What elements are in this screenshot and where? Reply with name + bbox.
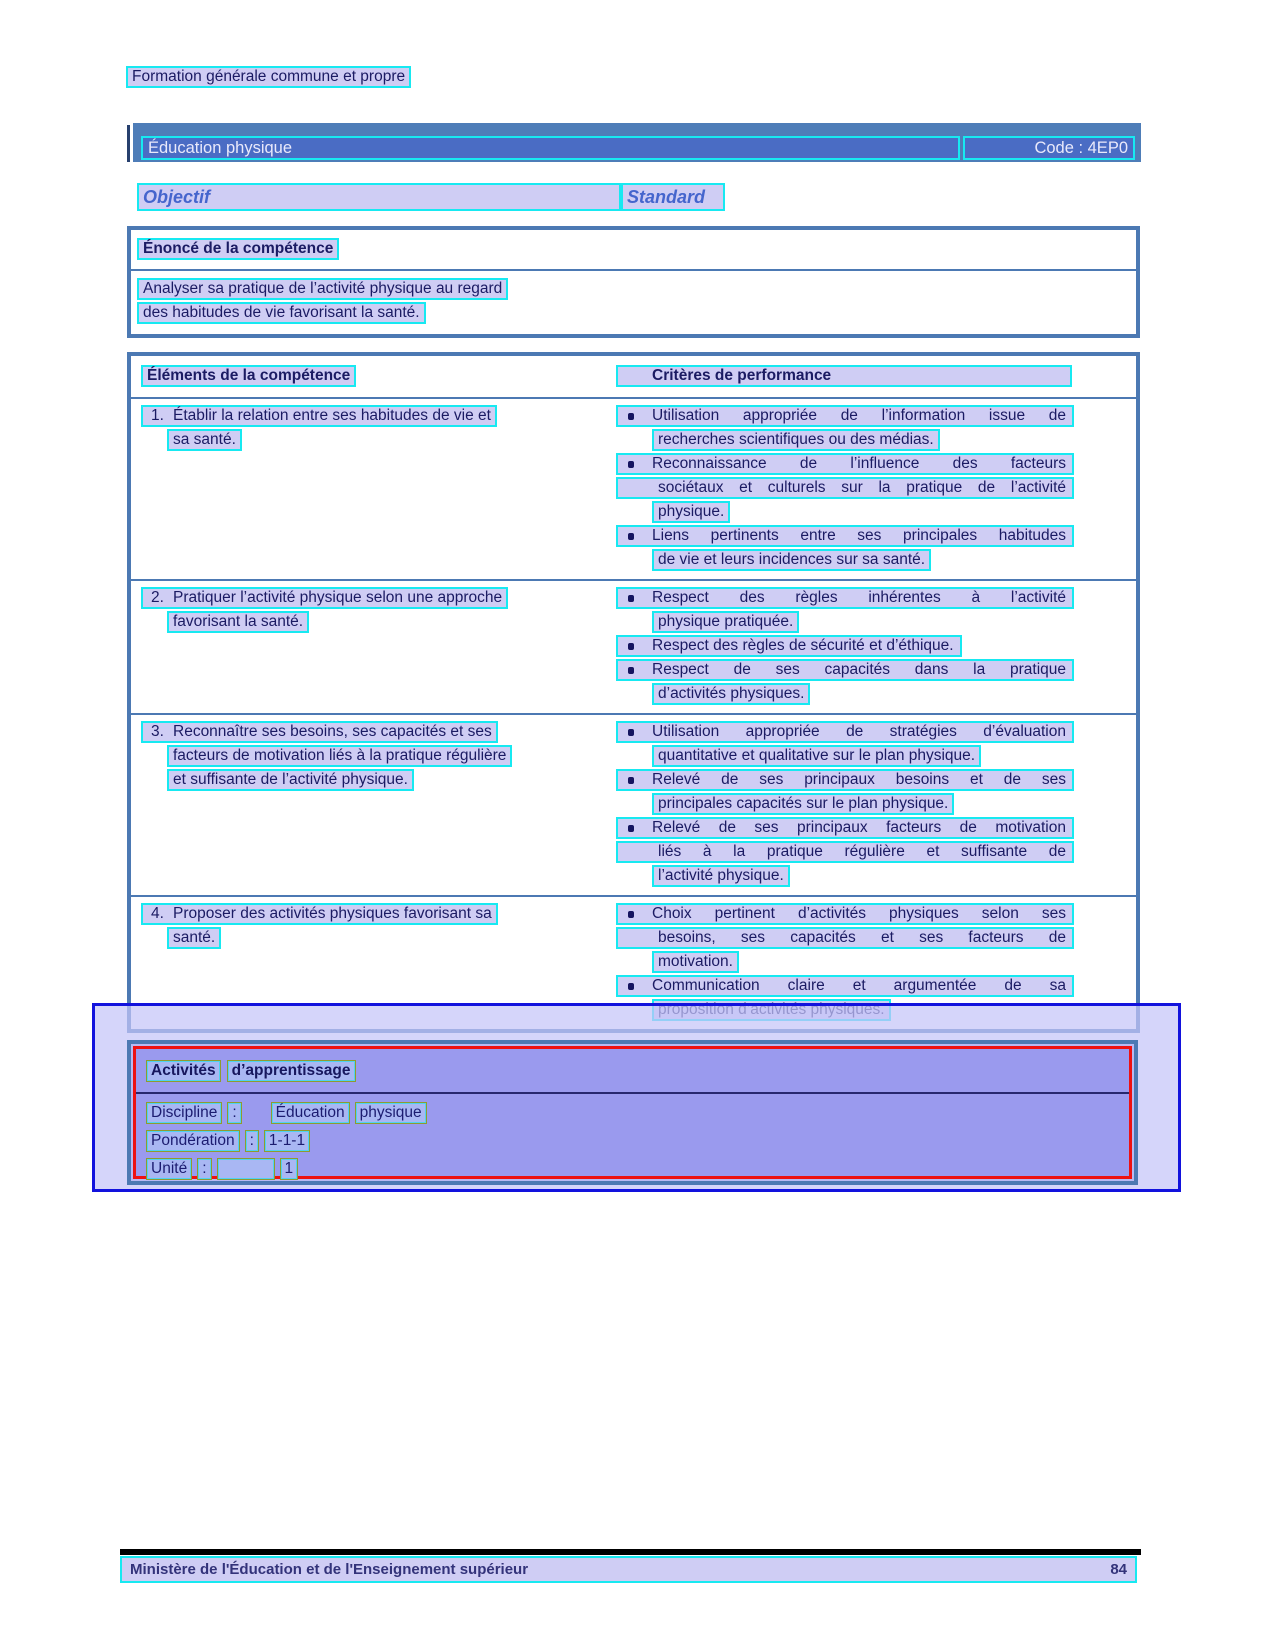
criterion-line: principales capacités sur le plan physique. [652, 793, 954, 815]
element-line: Établir la relation entre ses habitudes de vie et [173, 407, 491, 424]
bullet-icon [622, 905, 652, 923]
colon: : [245, 1130, 259, 1152]
criterion-line: recherches scientifiques ou des médias. [652, 429, 940, 451]
criterion-line: l’activité physique. [652, 865, 790, 887]
document-category-label: Formation générale commune et propre [126, 66, 411, 88]
enonce-line: Analyser sa pratique de l’activité physique au regard [137, 278, 508, 300]
unite-row [146, 1158, 1129, 1180]
enonce-header: Énoncé de la compétence [137, 238, 339, 260]
bullet-icon [622, 527, 652, 545]
element-line: facteurs de motivation liés à la pratique régulière [167, 745, 512, 767]
objectif-heading: Objectif [137, 183, 621, 211]
criterion-line: sociétaux et culturels sur la pratique de l’activité [658, 479, 1066, 496]
bullet-icon [622, 455, 652, 473]
colon: : [197, 1158, 211, 1180]
footer-rule [120, 1549, 1141, 1555]
criteres-col-header: Critères de performance [616, 365, 1072, 387]
criterion-line: de vie et leurs incidences sur sa santé. [652, 549, 931, 571]
discipline-row [146, 1102, 1129, 1124]
bullet-icon [622, 589, 652, 607]
bullet-icon [622, 977, 652, 995]
discipline-value-word: physique [355, 1102, 427, 1124]
table-row [131, 579, 1136, 713]
activities-header-word: Activités [146, 1060, 221, 1082]
criterion-line: Utilisation appropriée de stratégies d’évaluation [652, 723, 1066, 740]
bullet-icon [622, 661, 652, 679]
criterion-line: Reconnaissance de l’influence des facteurs [652, 455, 1066, 472]
course-title: Éducation physique [141, 136, 960, 160]
element-line: Proposer des activités physiques favorisant sa [173, 905, 492, 922]
element-line: Pratiquer l’activité physique selon une approche [173, 589, 503, 606]
table-row [131, 399, 1136, 579]
enonce-line: des habitudes de vie favorisant la santé. [137, 302, 426, 324]
page-number: 84 [1110, 1561, 1127, 1578]
ponderation-label: Pondération [146, 1130, 240, 1152]
bullet-icon [622, 407, 652, 425]
discipline-value-word: Éducation [271, 1102, 350, 1124]
criterion-line: besoins, ses capacités et ses facteurs de [658, 929, 1066, 946]
element-line: favorisant la santé. [167, 611, 309, 633]
bullet-icon [622, 771, 652, 789]
criterion-line: quantitative et qualitative sur le plan physique. [652, 745, 981, 767]
item-number: 2. [151, 589, 164, 606]
criterion-line: physique pratiquée. [652, 611, 799, 633]
criterion-line: Relevé de ses principaux facteurs de motivation [652, 819, 1066, 836]
element-line: sa santé. [167, 429, 242, 451]
activities-header-word: d’apprentissage [227, 1060, 356, 1082]
criterion-line: Respect des règles de sécurité et d’éthique. [652, 637, 954, 654]
bullet-icon [622, 819, 652, 837]
unite-value: 1 [280, 1158, 299, 1180]
criterion-line: Utilisation appropriée de l’information issue de [652, 407, 1066, 424]
discipline-label: Discipline [146, 1102, 222, 1124]
criterion-line: physique. [652, 501, 730, 523]
standard-heading: Standard [621, 183, 725, 211]
criterion-line: motivation. [652, 951, 739, 973]
footer-ministry-text: Ministère de l'Éducation et de l'Enseignement supérieur [130, 1561, 529, 1578]
colon: : [227, 1102, 241, 1124]
ponderation-row [146, 1130, 1129, 1152]
bullet-icon [622, 723, 652, 741]
criterion-line: liés à la pratique régulière et suffisante de [658, 843, 1066, 860]
criterion-line: Choix pertinent d’activités physiques selon ses [652, 905, 1066, 922]
criterion-line: Relevé de ses principaux besoins et de ses [652, 771, 1066, 788]
title-bar-left-stub [127, 125, 130, 162]
criterion-line: Communication claire et argumentée de sa [652, 977, 1066, 994]
element-line: santé. [167, 927, 221, 949]
activities-red-frame [133, 1046, 1132, 1179]
criterion-line: Respect de ses capacités dans la pratique [652, 661, 1066, 678]
section-headings-row [137, 183, 1275, 211]
unite-label: Unité [146, 1158, 192, 1180]
item-number: 4. [151, 905, 164, 922]
criterion-line: Liens pertinents entre ses principales habitudes [652, 527, 1066, 544]
elements-table [127, 352, 1140, 1033]
course-code: Code : 4EP0 [963, 136, 1135, 160]
element-line: Reconnaître ses besoins, ses capacités et ses [173, 723, 492, 740]
footer-bar [120, 1556, 1137, 1583]
title-bar [127, 123, 1141, 162]
enonce-table [127, 226, 1140, 338]
item-number: 3. [151, 723, 164, 740]
activities-table [127, 1040, 1138, 1185]
item-number: 1. [151, 407, 164, 424]
criterion-line: d’activités physiques. [652, 683, 810, 705]
element-line: et suffisante de l’activité physique. [167, 769, 414, 791]
empty-tab-box [217, 1158, 275, 1180]
elements-col-header: Éléments de la compétence [141, 365, 356, 387]
table-row [131, 713, 1136, 895]
ponderation-value: 1-1-1 [264, 1130, 310, 1152]
criterion-line: Respect des règles inhérentes à l’activité [652, 589, 1066, 606]
bullet-icon [622, 637, 652, 655]
